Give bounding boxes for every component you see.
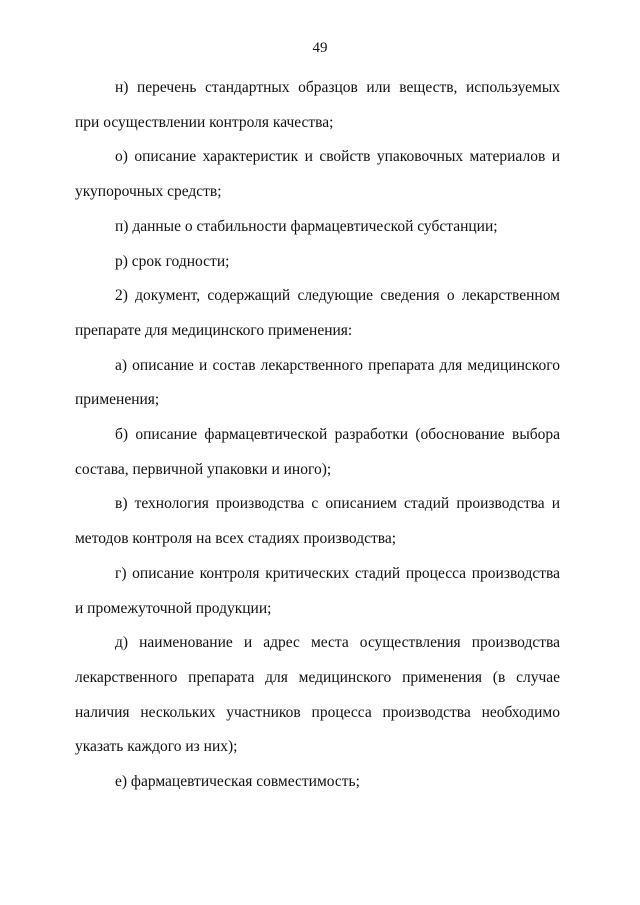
paragraph-a: а) описание и состав лекарственного препарата для медицинского применения; [75,356,560,409]
page-number: 49 [312,40,328,56]
paragraph-e: е) фармацевтическая совместимость; [115,773,360,791]
paragraph-b: б) описание фармацевтической разработки (обоснование выбора состава, первичной упаковки и иного); [75,426,560,478]
paragraph-g: г) описание контроля критических стадий процесса производства и промежуточной продукции; [75,564,560,617]
paragraph-p: п) данные о стабильности фармацевтической субстанции; [115,217,498,235]
paragraph-o: о) описание характеристик и свойств упаковочных материалов и укупорочных средств; [75,148,560,201]
paragraph-2: 2) документ, содержащий следующие сведения о лекарственном препарате для медицинского применения: [75,287,560,339]
paragraph-v: в) технология производства с описанием стадий производства и методов контроля на всех стадиях производства; [75,495,560,548]
paragraph-n: н) перечень стандартных образцов или веществ, используемых при осуществлении контроля качества; [75,79,560,131]
paragraph-r: р) срок годности; [115,252,230,270]
document-body [75,71,560,800]
paragraph-d: д) наименование и адрес места осуществления производства лекарственного препарата для медицинского применения (в случае наличия нескольких участников процесса производства необходимо указать каждого из них); [75,634,560,756]
